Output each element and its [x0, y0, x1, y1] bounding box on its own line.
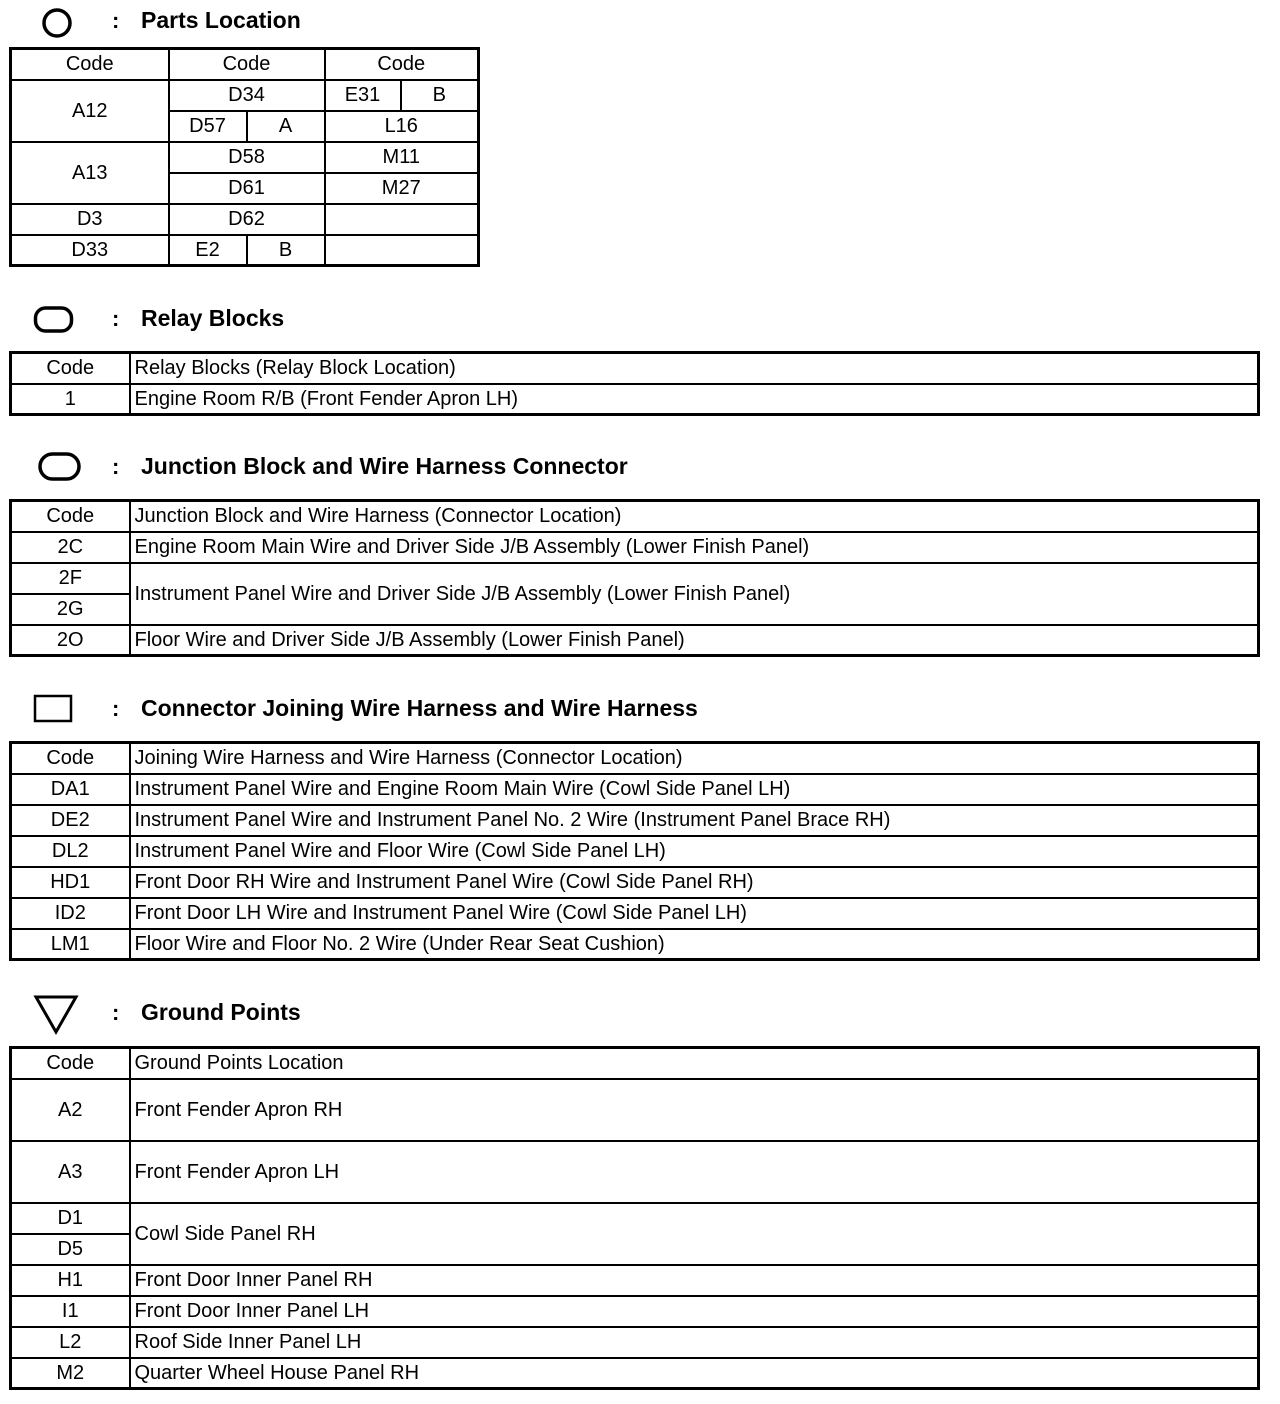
description-cell: Instrument Panel Wire and Driver Side J/B Assembly (Lower Finish Panel) [130, 563, 1259, 625]
code-cell: 2F [11, 563, 130, 594]
code-cell: A2 [11, 1079, 130, 1141]
code-cell: DE2 [11, 805, 130, 836]
code-cell: D1 [11, 1203, 130, 1234]
description-cell: Front Fender Apron LH [130, 1141, 1259, 1203]
junction-block-header [0, 448, 1280, 488]
table-row [11, 1203, 1259, 1234]
table-row [11, 774, 1259, 805]
code-cell: L16 [325, 111, 479, 142]
code-cell: ID2 [11, 898, 130, 929]
code-cell: M27 [325, 173, 479, 204]
table-row [11, 532, 1259, 563]
table-row [11, 384, 1259, 415]
code-cell: 2C [11, 532, 130, 563]
code-cell: D34 [169, 80, 325, 111]
relay-blocks-table [9, 351, 1260, 416]
description-cell: Engine Room R/B (Front Fender Apron LH) [130, 384, 1259, 415]
table-row [11, 1079, 1259, 1141]
empty-cell [325, 204, 479, 235]
rectangle-icon [33, 694, 75, 724]
table-row [11, 836, 1259, 867]
table-row [11, 1358, 1259, 1389]
code-cell: A3 [11, 1141, 130, 1203]
code-cell: A13 [11, 142, 169, 204]
table-row [11, 1265, 1259, 1296]
rounded-rectangle-icon [33, 305, 75, 335]
table-row [11, 898, 1259, 929]
section-title: Junction Block and Wire Harness Connector [141, 453, 628, 479]
header-code: Code [11, 743, 130, 774]
code-suffix-cell: B [247, 235, 325, 266]
description-cell: Front Door Inner Panel LH [130, 1296, 1259, 1327]
code-cell: D5 [11, 1234, 130, 1265]
oval-icon [37, 451, 83, 483]
description-cell: Front Door RH Wire and Instrument Panel Wire (Cowl Side Panel RH) [130, 867, 1259, 898]
circle-icon [40, 6, 74, 40]
code-cell: HD1 [11, 867, 130, 898]
description-cell: Front Fender Apron RH [130, 1079, 1259, 1141]
section-title: Parts Location [141, 7, 301, 33]
connector-table [9, 741, 1260, 961]
code-suffix-cell: B [401, 80, 479, 111]
description-cell: Engine Room Main Wire and Driver Side J/B Assembly (Lower Finish Panel) [130, 532, 1259, 563]
triangle-down-icon [33, 994, 79, 1036]
description-cell: Floor Wire and Driver Side J/B Assembly (Lower Finish Panel) [130, 625, 1259, 656]
connector-header [0, 690, 1280, 730]
header-code: Code [169, 49, 325, 80]
code-cell: DL2 [11, 836, 130, 867]
junction-block-table [9, 499, 1260, 657]
table-row [11, 1296, 1259, 1327]
code-cell: D58 [169, 142, 325, 173]
ground-points-table [9, 1046, 1260, 1390]
section-title: Ground Points [141, 999, 301, 1025]
section-colon: : [112, 306, 120, 331]
table-row [11, 867, 1259, 898]
section-colon: : [112, 696, 120, 721]
code-cell: D62 [169, 204, 325, 235]
code-cell: 1 [11, 384, 130, 415]
table-row [11, 563, 1259, 594]
ground-points-header [0, 994, 1280, 1034]
code-cell: A12 [11, 80, 169, 142]
code-suffix-cell: A [247, 111, 325, 142]
description-cell: Front Door Inner Panel RH [130, 1265, 1259, 1296]
table-row [11, 625, 1259, 656]
header-code: Code [325, 49, 479, 80]
header-description: Joining Wire Harness and Wire Harness (Connector Location) [130, 743, 1259, 774]
header-description: Ground Points Location [130, 1048, 1259, 1079]
section-title: Relay Blocks [141, 305, 285, 331]
code-cell: E31 [325, 80, 401, 111]
header-code: Code [11, 353, 130, 384]
description-cell: Cowl Side Panel RH [130, 1203, 1259, 1265]
section-title: Connector Joining Wire Harness and Wire Harness [141, 695, 698, 721]
code-cell: D57 [169, 111, 247, 142]
description-cell: Floor Wire and Floor No. 2 Wire (Under Rear Seat Cushion) [130, 929, 1259, 960]
description-cell: Instrument Panel Wire and Engine Room Main Wire (Cowl Side Panel LH) [130, 774, 1259, 805]
relay-blocks-header [0, 300, 1280, 340]
section-colon: : [112, 8, 120, 33]
code-cell: D33 [11, 235, 169, 266]
section-colon: : [112, 454, 120, 479]
empty-cell [325, 235, 479, 266]
code-cell: H1 [11, 1265, 130, 1296]
description-cell: Quarter Wheel House Panel RH [130, 1358, 1259, 1389]
header-code: Code [11, 501, 130, 532]
header-code: Code [11, 49, 169, 80]
table-row [11, 929, 1259, 960]
table-row [11, 805, 1259, 836]
table-row [11, 1327, 1259, 1358]
table-row [11, 1141, 1259, 1203]
description-cell: Front Door LH Wire and Instrument Panel Wire (Cowl Side Panel LH) [130, 898, 1259, 929]
code-cell: M2 [11, 1358, 130, 1389]
code-cell: 2G [11, 594, 130, 625]
code-cell: E2 [169, 235, 247, 266]
code-cell: I1 [11, 1296, 130, 1327]
description-cell: Roof Side Inner Panel LH [130, 1327, 1259, 1358]
code-cell: M11 [325, 142, 479, 173]
code-cell: D61 [169, 173, 325, 204]
code-cell: 2O [11, 625, 130, 656]
parts-location-header [0, 2, 1280, 42]
description-cell: Instrument Panel Wire and Floor Wire (Cowl Side Panel LH) [130, 836, 1259, 867]
header-description: Relay Blocks (Relay Block Location) [130, 353, 1259, 384]
description-cell: Instrument Panel Wire and Instrument Panel No. 2 Wire (Instrument Panel Brace RH) [130, 805, 1259, 836]
code-cell: L2 [11, 1327, 130, 1358]
header-code: Code [11, 1048, 130, 1079]
section-colon: : [112, 1000, 120, 1025]
header-description: Junction Block and Wire Harness (Connector Location) [130, 501, 1259, 532]
parts-location-table [9, 47, 480, 267]
code-cell: D3 [11, 204, 169, 235]
code-cell: DA1 [11, 774, 130, 805]
code-cell: LM1 [11, 929, 130, 960]
